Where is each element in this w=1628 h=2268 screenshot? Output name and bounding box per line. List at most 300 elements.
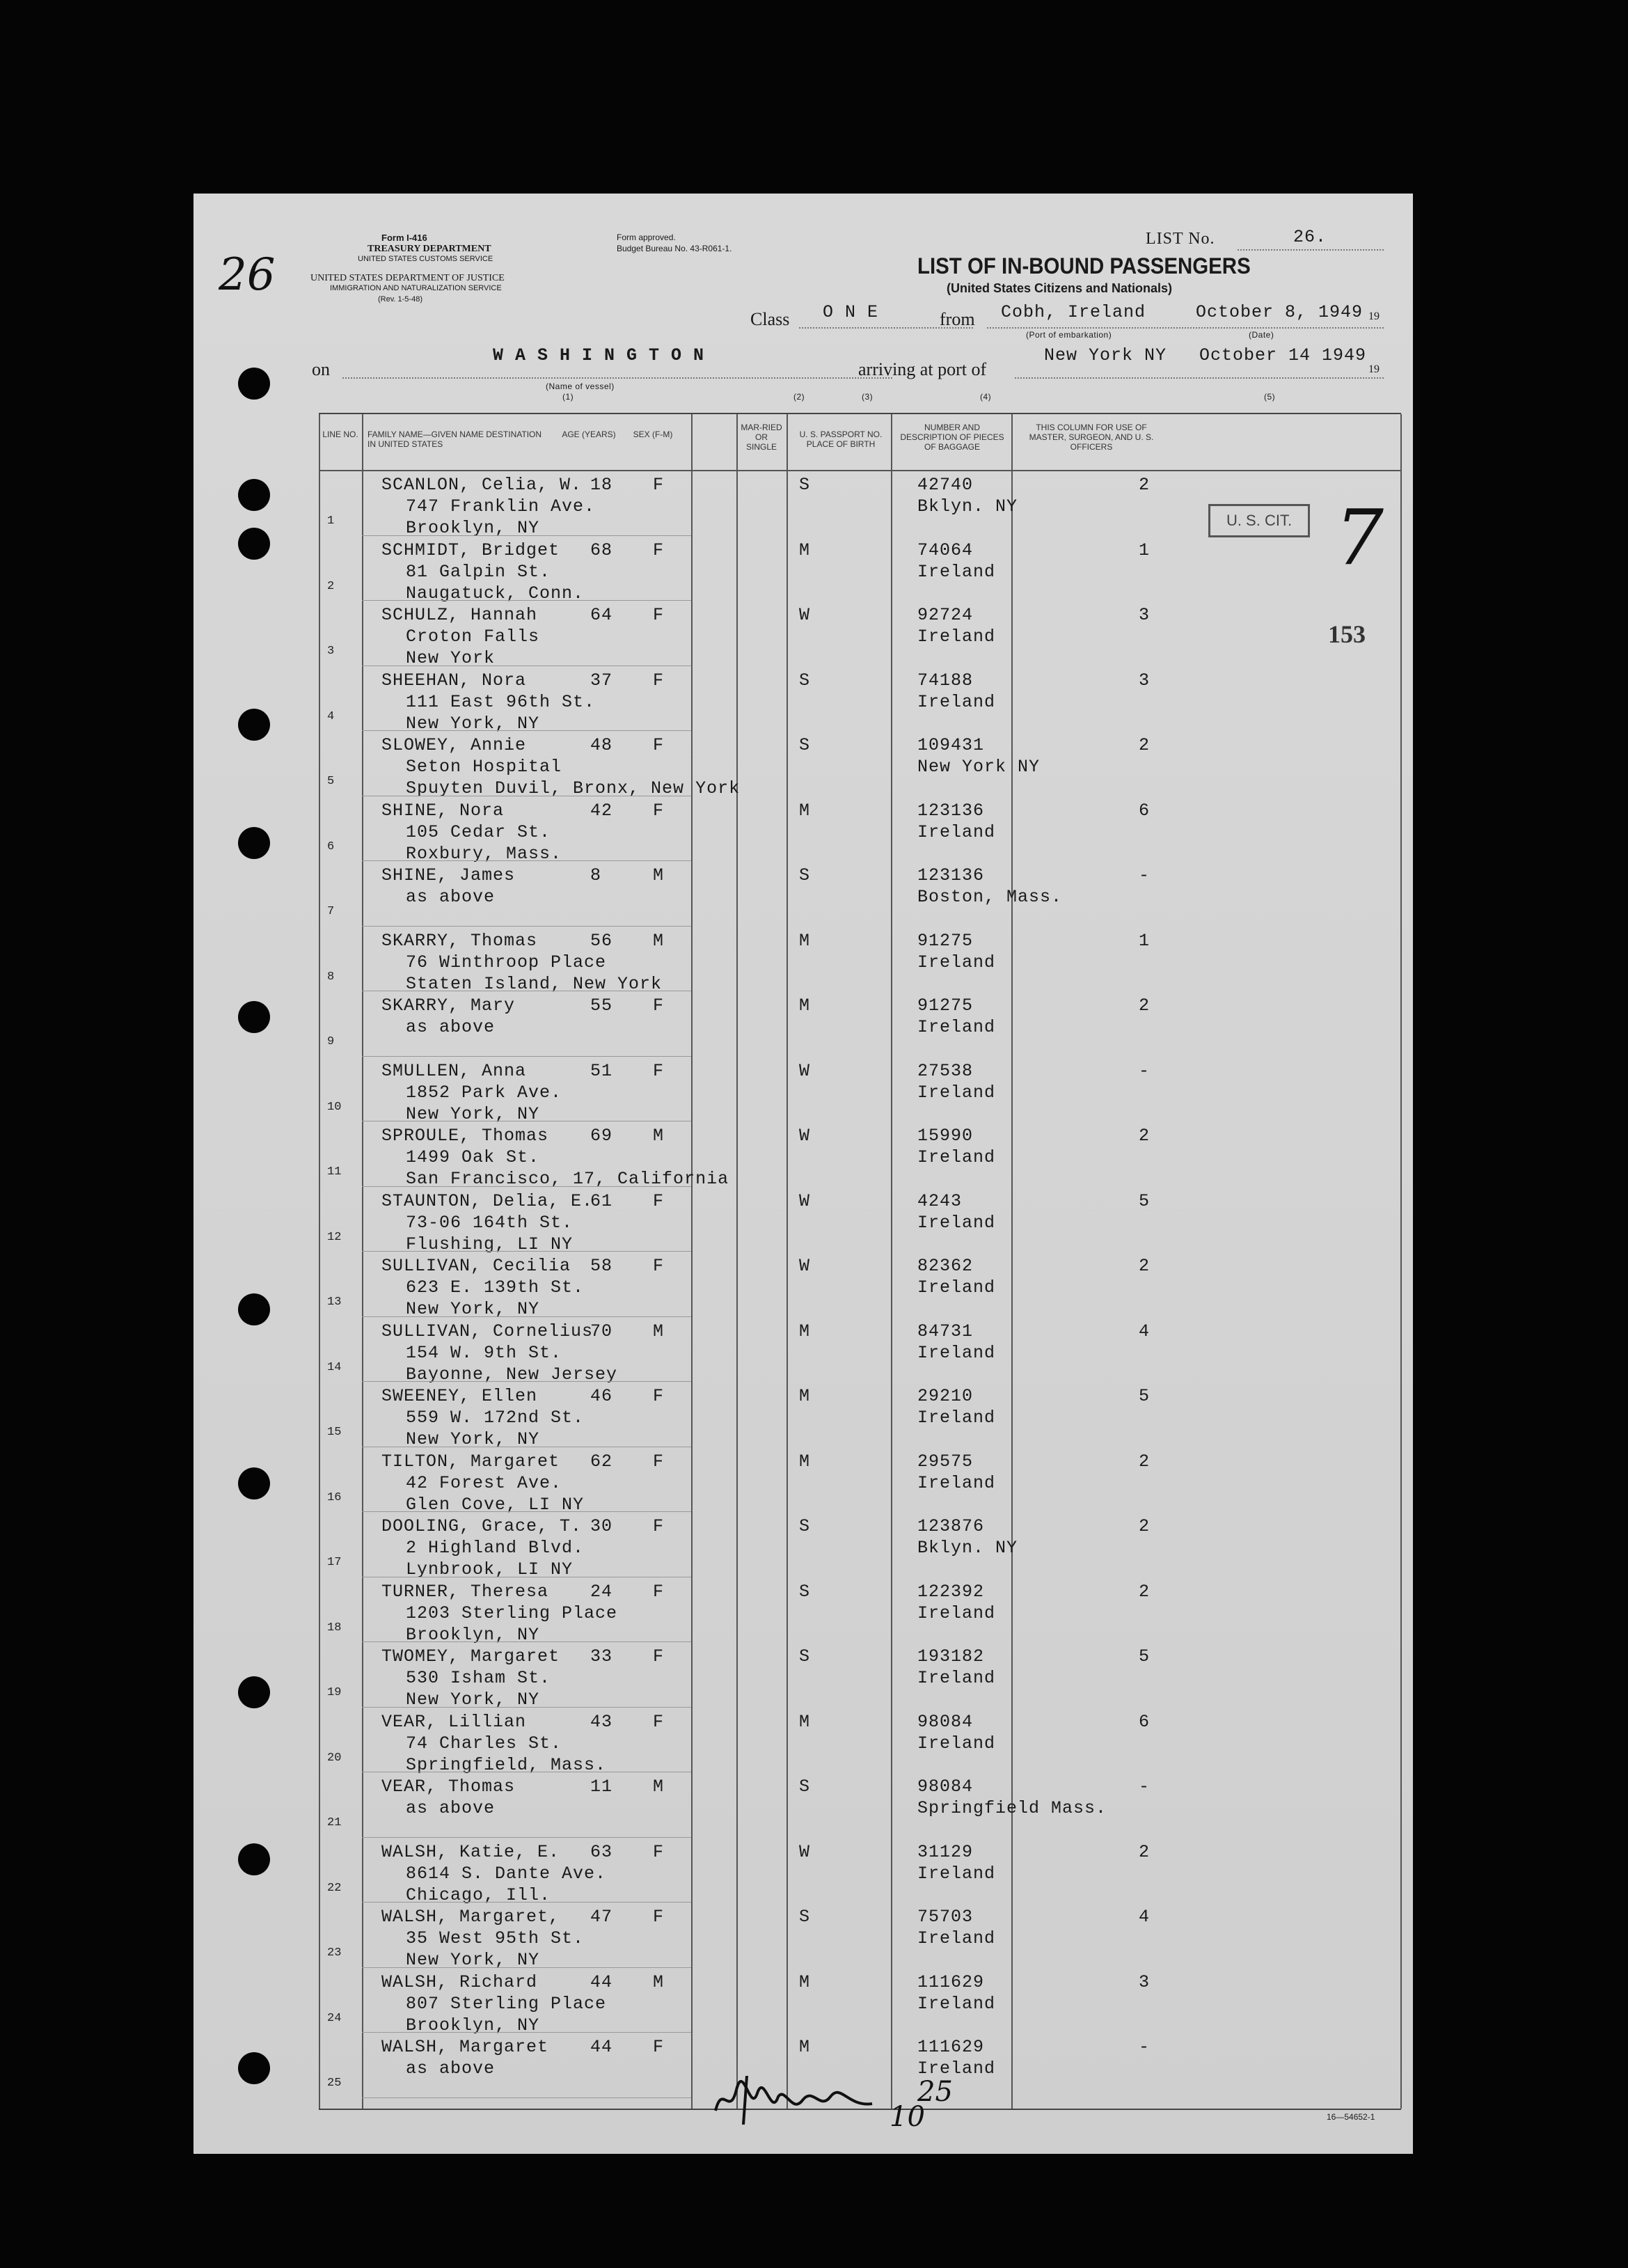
baggage-count: 1: [1139, 930, 1151, 951]
table-row: [319, 1902, 1401, 1970]
passenger-age: 61: [590, 1190, 613, 1211]
arrival-date: October 14 1949: [1199, 345, 1367, 365]
line-number: 15: [327, 1426, 342, 1439]
passenger-age: 51: [590, 1060, 613, 1081]
punch-hole: [238, 528, 270, 560]
address-line-1: 81 Galpin St.: [406, 561, 551, 582]
table-row: [319, 1186, 1401, 1254]
passport-number: 123876: [917, 1516, 985, 1536]
list-no-label: LIST No.: [1146, 230, 1215, 248]
revision: (Rev. 1-5-48): [378, 295, 422, 304]
punch-hole: [238, 1293, 270, 1325]
passenger-age: 62: [590, 1451, 613, 1472]
line-number: 22: [327, 1881, 342, 1895]
form-id: Form I-416: [381, 233, 427, 243]
col-header-age: AGE (YEARS): [562, 430, 616, 439]
passenger-age: 44: [590, 1971, 613, 1992]
address-line-2: Springfield, Mass.: [406, 1754, 607, 1775]
marital-status: W: [799, 1190, 811, 1211]
passenger-name: SCHULZ, Hannah: [381, 605, 538, 625]
place-of-birth: Ireland: [917, 1082, 996, 1103]
passenger-age: 56: [590, 930, 613, 951]
passport-number: 4243: [917, 1190, 963, 1211]
address-line-1: 1203 Sterling Place: [406, 1602, 618, 1623]
port-caption: (Port of embarkation): [1026, 330, 1112, 340]
baggage-count: 2: [1139, 1516, 1151, 1536]
place-of-birth: Bklyn. NY: [917, 496, 1018, 517]
line-number: 24: [327, 2011, 342, 2025]
marital-status: S: [799, 735, 811, 755]
punch-hole: [238, 1676, 270, 1708]
address-line-1: as above: [406, 887, 496, 907]
passport-number: 75703: [917, 1907, 974, 1927]
place-of-birth: Ireland: [917, 1017, 996, 1037]
place-of-birth: Ireland: [917, 561, 996, 582]
justice-dept: UNITED STATES DEPARTMENT OF JUSTICE: [310, 273, 505, 283]
passenger-sex: F: [653, 735, 665, 755]
baggage-count: 4: [1139, 1321, 1151, 1341]
baggage-count: 3: [1139, 1971, 1151, 1992]
address-line-1: 807 Sterling Place: [406, 1993, 607, 2014]
table-row: [319, 600, 1401, 668]
address-line-1: as above: [406, 1017, 496, 1037]
address-line-2: New York, NY: [406, 713, 540, 734]
table-row: [319, 1121, 1401, 1189]
passenger-name: DOOLING, Grace, T.: [381, 1516, 583, 1536]
date-caption: (Date): [1249, 330, 1274, 340]
line-number: 11: [327, 1165, 342, 1179]
passenger-name: WALSH, Margaret: [381, 2037, 549, 2057]
address-line-1: 111 East 96th St.: [406, 691, 596, 712]
baggage-count: -: [1139, 865, 1151, 885]
baggage-count: -: [1139, 1777, 1151, 1797]
marital-status: M: [799, 2037, 811, 2057]
passenger-age: 24: [590, 1581, 613, 1602]
punch-hole: [238, 1843, 270, 1875]
passenger-sex: F: [653, 1060, 665, 1081]
place-of-birth: Bklyn. NY: [917, 1538, 1018, 1558]
col-5-marker: (5): [1264, 392, 1276, 402]
passenger-sex: F: [653, 1256, 665, 1276]
baggage-count: 2: [1139, 995, 1151, 1016]
address-line-2: New York: [406, 648, 496, 668]
line-number: 21: [327, 1816, 342, 1829]
marital-status: M: [799, 1386, 811, 1406]
passenger-age: 46: [590, 1386, 613, 1406]
passport-number: 122392: [917, 1581, 985, 1602]
passenger-sex: F: [653, 2037, 665, 2057]
marital-status: S: [799, 475, 811, 495]
address-line-2: Naugatuck, Conn.: [406, 583, 585, 604]
place-of-birth: Ireland: [917, 1408, 996, 1428]
passenger-name: WALSH, Margaret,: [381, 1907, 560, 1927]
passport-number: 15990: [917, 1126, 974, 1146]
baggage-count: 2: [1139, 475, 1151, 495]
address-line-2: Flushing, LI NY: [406, 1234, 574, 1254]
passenger-name: SCANLON, Celia, W.: [381, 475, 583, 495]
passenger-name: SKARRY, Mary: [381, 995, 516, 1016]
line-number: 2: [327, 579, 335, 593]
marital-status: W: [799, 1256, 811, 1276]
address-line-2: Bayonne, New Jersey: [406, 1364, 618, 1385]
col-header-name: FAMILY NAME—GIVEN NAME DESTINATION IN UNITED STATES: [368, 430, 542, 449]
place-of-birth: Ireland: [917, 1602, 996, 1623]
address-line-1: 559 W. 172nd St.: [406, 1408, 585, 1428]
departure-date: October 8, 1949: [1196, 302, 1364, 322]
address-line-2: New York, NY: [406, 1103, 540, 1124]
count-stamp: 153: [1328, 620, 1366, 648]
budget-bureau: Budget Bureau No. 43-R061-1.: [617, 244, 732, 253]
passenger-age: 70: [590, 1321, 613, 1341]
place-of-birth: Boston, Mass.: [917, 887, 1063, 907]
passport-number: 91275: [917, 995, 974, 1016]
marital-status: M: [799, 1971, 811, 1992]
baggage-count: 2: [1139, 1581, 1151, 1602]
passport-number: 92724: [917, 605, 974, 625]
passport-number: 27538: [917, 1060, 974, 1081]
passenger-name: SHEEHAN, Nora: [381, 670, 527, 691]
punch-hole: [238, 368, 270, 400]
passenger-name: TWOMEY, Margaret: [381, 1646, 560, 1667]
address-line-1: 530 Isham St.: [406, 1668, 551, 1688]
place-of-birth: Ireland: [917, 821, 996, 842]
on-label: on: [312, 359, 330, 379]
baggage-count: 5: [1139, 1646, 1151, 1667]
address-line-1: Seton Hospital: [406, 757, 562, 777]
table-row: [319, 991, 1401, 1055]
vessel-name: W A S H I N G T O N: [493, 345, 705, 365]
passenger-sex: F: [653, 1711, 665, 1732]
line-number: 19: [327, 1686, 342, 1699]
passenger-sex: M: [653, 1126, 665, 1146]
passenger-table: [319, 413, 1401, 2110]
marital-status: S: [799, 1777, 811, 1797]
marital-status: M: [799, 995, 811, 1016]
signature-scribble-icon: [709, 2076, 883, 2125]
punch-hole: [238, 709, 270, 741]
place-of-birth: Ireland: [917, 1472, 996, 1493]
punch-hole: [238, 479, 270, 511]
address-line-1: 105 Cedar St.: [406, 821, 551, 842]
passenger-name: SCHMIDT, Bridget: [381, 540, 560, 560]
col-header-passport: U. S. PASSPORT NO. PLACE OF BIRTH: [799, 430, 883, 449]
vessel-caption: (Name of vessel): [546, 381, 615, 391]
marital-status: S: [799, 1581, 811, 1602]
passenger-sex: M: [653, 1971, 665, 1992]
table-row: [319, 1641, 1401, 1710]
baggage-count: 6: [1139, 1711, 1151, 1732]
marital-status: M: [799, 1451, 811, 1472]
passenger-name: SMULLEN, Anna: [381, 1060, 527, 1081]
form-code: 16—54652-1: [1327, 2112, 1375, 2122]
from-label: from: [940, 309, 975, 329]
passenger-name: SHINE, James: [381, 865, 516, 885]
line-number: 12: [327, 1230, 342, 1244]
form-approved: Form approved.: [617, 233, 676, 242]
table-row: [319, 1772, 1401, 1836]
passport-number: 42740: [917, 475, 974, 495]
col-header-baggage: NUMBER AND DESCRIPTION OF PIECES OF BAGGAGE: [900, 423, 1004, 452]
baggage-count: -: [1139, 1060, 1151, 1081]
passport-number: 123136: [917, 800, 985, 821]
baggage-count: 2: [1139, 1256, 1151, 1276]
address-line-1: 2 Highland Blvd.: [406, 1538, 585, 1558]
col-header-married: MAR-RIED OR SINGLE: [741, 423, 782, 452]
arrival-port: New York NY: [1044, 345, 1167, 365]
passport-number: 111629: [917, 1971, 985, 1992]
year-prefix: 19: [1368, 310, 1380, 322]
place-of-birth: Ireland: [917, 1993, 996, 2014]
passenger-sex: F: [653, 540, 665, 560]
passenger-age: 33: [590, 1646, 613, 1667]
table-row: [319, 1316, 1401, 1385]
page-subtitle: (United States Citizens and Nationals): [947, 281, 1173, 295]
passenger-sex: F: [653, 1646, 665, 1667]
punch-hole: [238, 1001, 270, 1033]
line-number: 13: [327, 1296, 342, 1309]
address-line-1: 73-06 164th St.: [406, 1212, 574, 1233]
passenger-name: SULLIVAN, Cecilia: [381, 1256, 571, 1276]
passenger-name: TILTON, Margaret: [381, 1451, 560, 1472]
passenger-sex: F: [653, 1841, 665, 1862]
passenger-age: 55: [590, 995, 613, 1016]
address-line-2: Spuyten Duvil, Bronx, New York: [406, 778, 741, 798]
baggage-count: 3: [1139, 670, 1151, 691]
address-line-2: San Francisco, 17, California: [406, 1169, 729, 1189]
address-line-1: 1852 Park Ave.: [406, 1082, 562, 1103]
list-number: 26.: [1293, 227, 1327, 247]
passenger-sex: F: [653, 1386, 665, 1406]
line-number: 18: [327, 1621, 342, 1635]
baggage-count: 2: [1139, 1841, 1151, 1862]
col-1-marker: (1): [562, 392, 574, 402]
line-number: 25: [327, 2077, 342, 2090]
address-line-1: as above: [406, 2058, 496, 2079]
address-line-2: New York, NY: [406, 1950, 540, 1970]
baggage-count: 6: [1139, 800, 1151, 821]
line-number: 16: [327, 1490, 342, 1504]
passenger-sex: F: [653, 995, 665, 1016]
place-of-birth: Ireland: [917, 1212, 996, 1233]
address-line-1: 42 Forest Ave.: [406, 1472, 562, 1493]
baggage-count: 3: [1139, 605, 1151, 625]
place-of-birth: Ireland: [917, 1277, 996, 1298]
marital-status: S: [799, 1646, 811, 1667]
col-header-officers: THIS COLUMN FOR USE OF MASTER, SURGEON, AND U. S. OFFICERS: [1029, 423, 1154, 452]
marital-status: S: [799, 865, 811, 885]
place-of-birth: Springfield Mass.: [917, 1798, 1107, 1818]
line-number: 5: [327, 775, 335, 788]
table-row: [319, 1511, 1401, 1580]
passport-number: 29210: [917, 1386, 974, 1406]
year-prefix: 19: [1368, 363, 1380, 375]
marital-status: S: [799, 1516, 811, 1536]
passenger-sex: F: [653, 605, 665, 625]
immigration-service: IMMIGRATION AND NATURALIZATION SERVICE: [330, 284, 502, 292]
passenger-age: 64: [590, 605, 613, 625]
customs-service: UNITED STATES CUSTOMS SERVICE: [358, 255, 493, 263]
table-row: [319, 926, 1401, 994]
passenger-age: 42: [590, 800, 613, 821]
passenger-age: 11: [590, 1777, 613, 1797]
line-number: 9: [327, 1035, 335, 1048]
address-line-2: Brooklyn, NY: [406, 2015, 540, 2035]
address-line-1: 623 E. 139th St.: [406, 1277, 585, 1298]
place-of-birth: Ireland: [917, 952, 996, 972]
address-line-2: Brooklyn, NY: [406, 1624, 540, 1645]
col-4-marker: (4): [980, 392, 992, 402]
passenger-sex: M: [653, 1321, 665, 1341]
address-line-2: New York, NY: [406, 1690, 540, 1710]
passport-number: 111629: [917, 2037, 985, 2057]
marital-status: M: [799, 930, 811, 951]
address-line-1: 76 Winthroop Place: [406, 952, 607, 972]
passenger-sex: F: [653, 475, 665, 495]
address-line-2: Roxbury, Mass.: [406, 843, 562, 864]
manifest-page: [193, 194, 1413, 2154]
treasury-dept: TREASURY DEPARTMENT: [368, 244, 491, 254]
marital-status: S: [799, 1907, 811, 1927]
table-row: [319, 535, 1401, 604]
passenger-sex: F: [653, 1907, 665, 1927]
passport-number: 74064: [917, 540, 974, 560]
table-row: [319, 1967, 1401, 2035]
col-3-marker: (3): [862, 392, 874, 402]
passenger-name: TURNER, Theresa: [381, 1581, 549, 1602]
passport-number: 123136: [917, 865, 985, 885]
address-line-1: 154 W. 9th St.: [406, 1342, 562, 1363]
line-number: 4: [327, 709, 335, 723]
passenger-name: SLOWEY, Annie: [381, 735, 527, 755]
marital-status: W: [799, 1126, 811, 1146]
table-row: [319, 666, 1401, 734]
marital-status: W: [799, 1841, 811, 1862]
passport-number: 29575: [917, 1451, 974, 1472]
marital-status: M: [799, 1321, 811, 1341]
passenger-name: STAUNTON, Delia, E.: [381, 1190, 594, 1211]
baggage-count: -: [1139, 2037, 1151, 2057]
place-of-birth: Ireland: [917, 1342, 996, 1363]
table-row: [319, 730, 1401, 798]
place-of-birth: Ireland: [917, 627, 996, 647]
baggage-count: 5: [1139, 1386, 1151, 1406]
passenger-name: WALSH, Katie, E.: [381, 1841, 560, 1862]
table-row: [319, 860, 1401, 925]
passenger-age: 37: [590, 670, 613, 691]
handwritten-seven: 7: [1335, 493, 1384, 582]
col-header-sex: SEX (F-M): [633, 430, 673, 439]
line-number: 10: [327, 1100, 342, 1114]
passport-number: 109431: [917, 735, 985, 755]
address-line-2: Glen Cove, LI NY: [406, 1494, 585, 1515]
place-of-birth: Ireland: [917, 2058, 996, 2079]
passenger-name: SULLIVAN, Cornelius: [381, 1321, 594, 1341]
passenger-sex: M: [653, 930, 665, 951]
line-number: 17: [327, 1556, 342, 1569]
passport-number: 91275: [917, 930, 974, 951]
baggage-count: 2: [1139, 735, 1151, 755]
passenger-age: 30: [590, 1516, 613, 1536]
passenger-age: 58: [590, 1256, 613, 1276]
place-of-birth: Ireland: [917, 1147, 996, 1167]
handwritten-page-number: 26: [219, 249, 276, 301]
handwritten-total: 25: [917, 2076, 953, 2108]
table-row: [319, 1837, 1401, 1905]
punch-hole: [238, 1467, 270, 1499]
line-number: 20: [327, 1751, 342, 1765]
class-label: Class: [750, 309, 790, 329]
passenger-name: VEAR, Lillian: [381, 1711, 527, 1732]
place-of-birth: Ireland: [917, 1928, 996, 1948]
passenger-sex: F: [653, 1516, 665, 1536]
passenger-age: 43: [590, 1711, 613, 1732]
passenger-sex: F: [653, 1190, 665, 1211]
passport-number: 98084: [917, 1711, 974, 1732]
line-number: 23: [327, 1946, 342, 1960]
address-line-2: Brooklyn, NY: [406, 518, 540, 538]
passenger-name: SPROULE, Thomas: [381, 1126, 549, 1146]
place-of-birth: Ireland: [917, 1733, 996, 1754]
marital-status: M: [799, 800, 811, 821]
us-citizen-stamp: U. S. CIT.: [1208, 504, 1310, 537]
col-2-marker: (2): [793, 392, 805, 402]
table-row: [319, 1056, 1401, 1124]
passenger-name: WALSH, Richard: [381, 1971, 538, 1992]
passenger-sex: F: [653, 1451, 665, 1472]
address-line-2: New York, NY: [406, 1299, 540, 1319]
place-of-birth: Ireland: [917, 1668, 996, 1688]
passenger-name: VEAR, Thomas: [381, 1777, 516, 1797]
address-line-1: 8614 S. Dante Ave.: [406, 1863, 607, 1884]
address-line-2: Chicago, Ill.: [406, 1884, 551, 1905]
class-value: O N E: [823, 302, 879, 322]
marital-status: M: [799, 540, 811, 560]
place-of-birth: Ireland: [917, 691, 996, 712]
passport-number: 74188: [917, 670, 974, 691]
line-number: 14: [327, 1360, 342, 1374]
table-row: [319, 1447, 1401, 1515]
punch-hole: [238, 2052, 270, 2084]
line-number: 1: [327, 514, 335, 528]
passenger-name: SKARRY, Thomas: [381, 930, 538, 951]
address-line-1: 35 West 95th St.: [406, 1928, 585, 1948]
baggage-count: 4: [1139, 1907, 1151, 1927]
address-line-2: Staten Island, New York: [406, 973, 663, 994]
line-number: 7: [327, 905, 335, 918]
address-line-1: as above: [406, 1798, 496, 1818]
address-line-1: 747 Franklin Ave.: [406, 496, 596, 517]
passenger-age: 18: [590, 475, 613, 495]
passenger-sex: F: [653, 1581, 665, 1602]
place-of-birth: Ireland: [917, 1863, 996, 1884]
col-header-line-no: LINE NO.: [322, 430, 358, 439]
page-title: LIST OF IN-BOUND PASSENGERS: [917, 253, 1251, 278]
passenger-sex: F: [653, 670, 665, 691]
table-row: [319, 1577, 1401, 1645]
address-line-1: 1499 Oak St.: [406, 1147, 540, 1167]
address-line-2: New York, NY: [406, 1429, 540, 1449]
baggage-count: 1: [1139, 540, 1151, 560]
table-row: [319, 796, 1401, 864]
line-number: 8: [327, 970, 335, 984]
passenger-age: 68: [590, 540, 613, 560]
line-number: 3: [327, 645, 335, 658]
arriving-label: arriving at port of: [858, 359, 987, 379]
marital-status: M: [799, 1711, 811, 1732]
passport-number: 193182: [917, 1646, 985, 1667]
passenger-age: 8: [590, 865, 602, 885]
baggage-count: 2: [1139, 1126, 1151, 1146]
